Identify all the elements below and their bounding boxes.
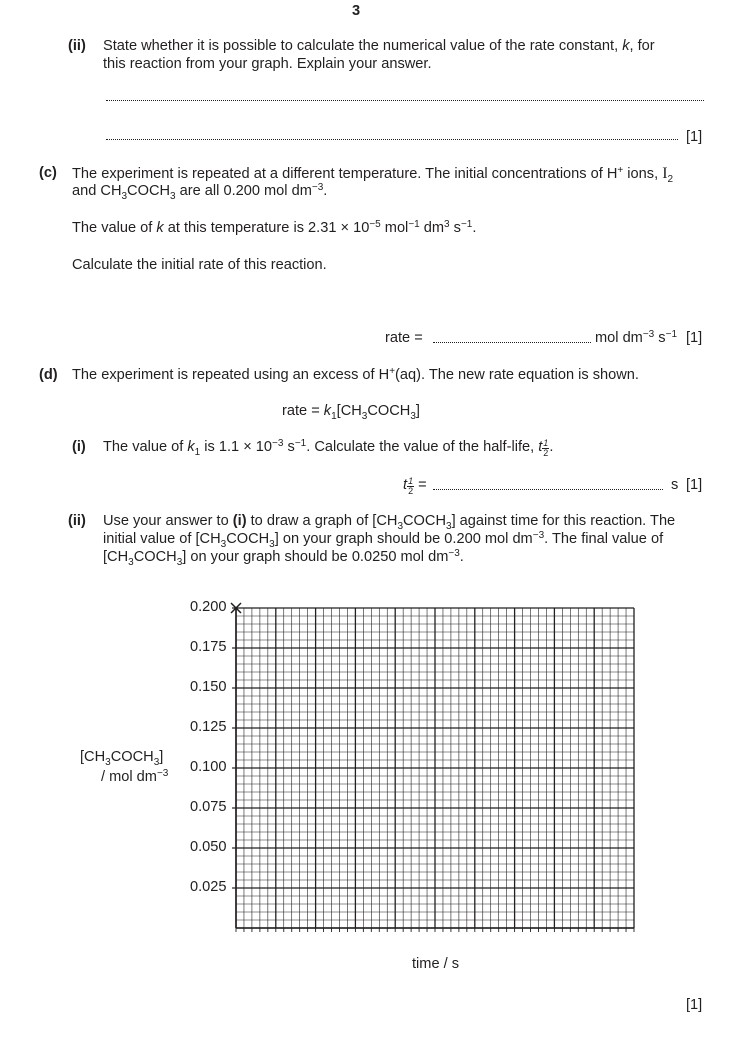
y-tick-label: 0.125 <box>190 719 227 735</box>
y-tick-label: 0.025 <box>190 879 227 895</box>
y-axis-title-line2: / mol $dm^{-3}$ <box>101 768 169 785</box>
part-d-i-question: The value of $k_1$ is $1.1 \times 10^{-3}$ $s^{-1}$. Calculate the value of the half-life, t $\frac{1}{2}$ . <box>103 438 554 458</box>
part-d-intro: The experiment is repeated using an excess of H+(aq). The new rate equation is shown. <box>72 366 639 383</box>
y-tick-label: 0.075 <box>190 799 227 815</box>
part-c-line2: and $CH_3COCH_3$ are all 0.200 mol $dm^{-3}$. <box>72 182 328 202</box>
rate-equation: rate = $k_1[CH_3COCH_3]$ <box>282 403 420 422</box>
part-c-rate-constant: The value of k at this temperature is $2.31 \times 10^{-5}$ mol$^{-1}$ $dm^3$ $s^{-1}$. <box>72 219 477 236</box>
part-b-ii-question-line2: this reaction from your graph. Explain your answer. <box>103 56 432 72</box>
rate-label: rate = <box>385 330 423 346</box>
part-c-label: (c) <box>39 165 57 181</box>
y-tick-label: 0.200 <box>190 599 227 615</box>
part-d-i-marks: [1] <box>686 477 703 493</box>
part-b-ii-label: (ii) <box>68 38 86 54</box>
part-b-ii-marks: [1] <box>686 129 703 145</box>
page-number: 3 <box>352 3 361 19</box>
part-d-ii-label: (ii) <box>68 513 86 529</box>
half-life-unit: s <box>671 477 679 493</box>
rate-unit: mol $dm^{-3}$ $s^{-1}$ <box>595 329 678 346</box>
x-axis-title: time / s <box>412 956 460 972</box>
part-d-ii-line2: initial value of $[CH_3COCH_3]$ on your graph should be 0.200 mol $dm^{-3}$. The final value of <box>103 530 664 550</box>
part-d-ii-line3: $[CH_3COCH_3]$ on your graph should be 0.0250 mol $dm^{-3}$. <box>103 548 464 568</box>
part-d-label: (d) <box>39 367 58 383</box>
y-tick-label: 0.150 <box>190 679 227 695</box>
part-c-instruction: Calculate the initial rate of this reaction. <box>72 257 327 273</box>
part-c-marks: [1] <box>686 330 703 346</box>
part-d-ii-marks: [1] <box>686 997 703 1013</box>
half-life-label: t $\frac{1}{2}$ = <box>403 476 427 496</box>
y-axis-ticks <box>232 608 634 932</box>
part-c-line1: The experiment is repeated at a different temperature. The initial concentrations of H+ ions, $I_2$ <box>72 165 674 185</box>
part-d-ii-line1: Use your answer to (i) to draw a graph of $[CH_3COCH_3]$ against time for this reaction. The <box>103 513 676 532</box>
y-axis-title-line1: $[CH_3COCH_3]$ <box>80 749 164 768</box>
y-tick-label: 0.100 <box>190 759 227 775</box>
part-d-i-label: (i) <box>72 439 86 455</box>
graph-grid[interactable] <box>236 608 634 928</box>
y-tick-label: 0.050 <box>190 839 227 855</box>
y-tick-label: 0.175 <box>190 639 227 655</box>
part-b-ii-question-line1: State whether it is possible to calculate the numerical value of the rate constant, k, for <box>103 38 655 54</box>
